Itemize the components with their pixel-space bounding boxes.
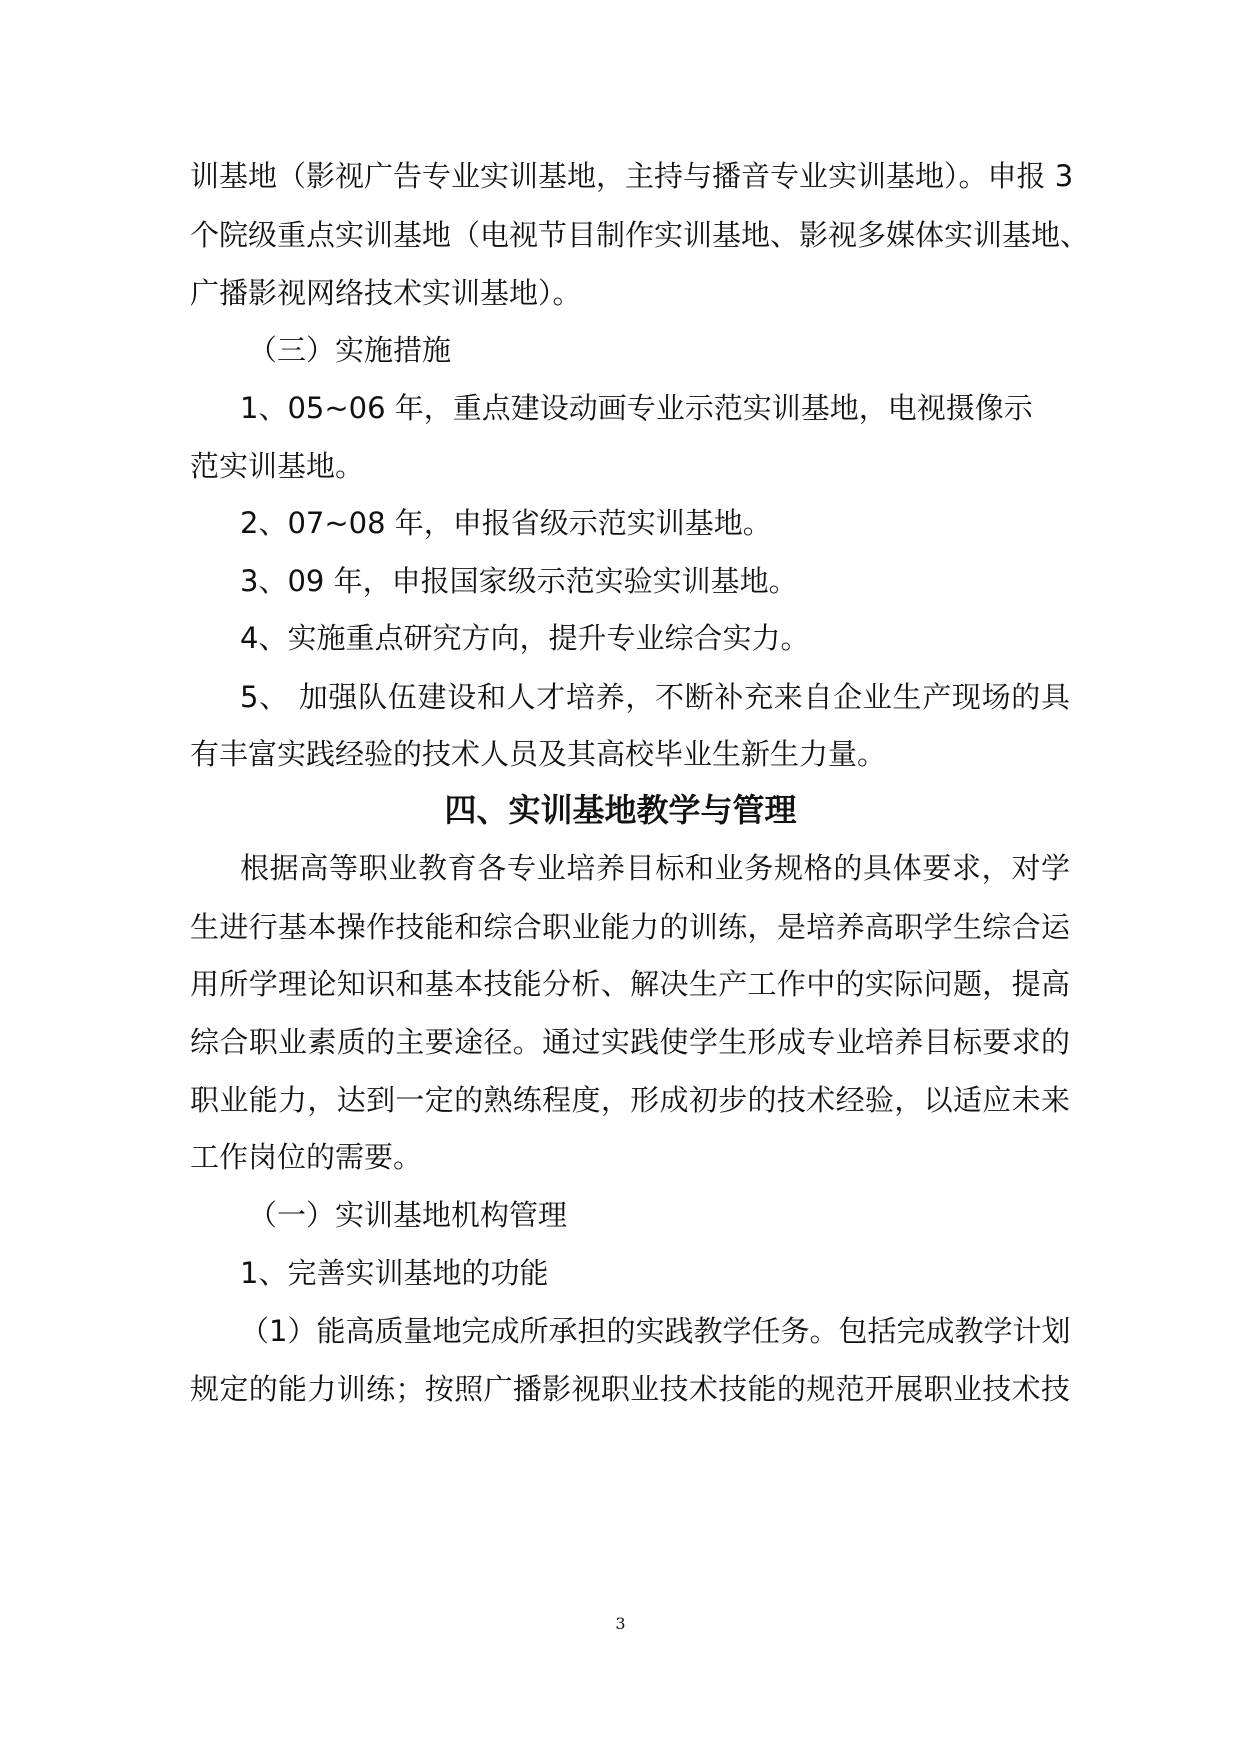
paragraph-line: （1）能高质量地完成所承担的实践教学任务。包括完成教学计划 bbox=[240, 1314, 1071, 1348]
text-line: 广播影视网络技术实训基地）。 bbox=[190, 276, 582, 310]
list-item: 5、 加强队伍建设和人才培养，不断补充来自企业生产现场的具 bbox=[240, 680, 1070, 714]
list-item: 1、完善实训基地的功能 bbox=[240, 1256, 549, 1290]
section-heading: 四、实训基地教学与管理 bbox=[444, 791, 797, 829]
list-item: 1、05~06 年，重点建设动画专业示范实训基地，电视摄像示 bbox=[240, 391, 1033, 425]
paragraph-line: 生进行基本操作技能和综合职业能力的训练，是培养高职学生综合运 bbox=[190, 910, 1070, 944]
paragraph-line: 规定的能力训练；按照广播影视职业技术技能的规范开展职业技术技 bbox=[190, 1372, 1070, 1406]
page-number: 3 bbox=[615, 1614, 626, 1633]
text-line: 有丰富实践经验的技术人员及其高校毕业生新生力量。 bbox=[190, 737, 887, 771]
paragraph-line: 用所学理论知识和基本技能分析、解决生产工作中的实际问题，提高 bbox=[190, 967, 1070, 1001]
subsection-heading: （三）实施措施 bbox=[248, 333, 452, 367]
paragraph-line: 工作岗位的需要。 bbox=[190, 1140, 423, 1174]
subsection-heading: （一）实训基地机构管理 bbox=[248, 1198, 568, 1232]
paragraph-line: 职业能力，达到一定的熟练程度，形成初步的技术经验，以适应未来 bbox=[190, 1083, 1070, 1117]
text-line: 范实训基地。 bbox=[190, 449, 365, 483]
text-line: 个院级重点实训基地（电视节目制作实训基地、影视多媒体实训基地、 bbox=[190, 218, 1090, 252]
list-item: 2、07~08 年，申报省级示范实训基地。 bbox=[240, 506, 772, 540]
text-line: 训基地（影视广告专业实训基地，主持与播音专业实训基地）。申报 3 bbox=[190, 159, 1074, 193]
list-item: 4、实施重点研究方向，提升专业综合实力。 bbox=[240, 621, 810, 655]
paragraph-line: 综合职业素质的主要途径。通过实践使学生形成专业培养目标要求的 bbox=[190, 1025, 1070, 1059]
paragraph-line: 根据高等职业教育各专业培养目标和业务规格的具体要求，对学 bbox=[240, 851, 1070, 885]
list-item: 3、09 年，申报国家级示范实验实训基地。 bbox=[240, 564, 798, 598]
